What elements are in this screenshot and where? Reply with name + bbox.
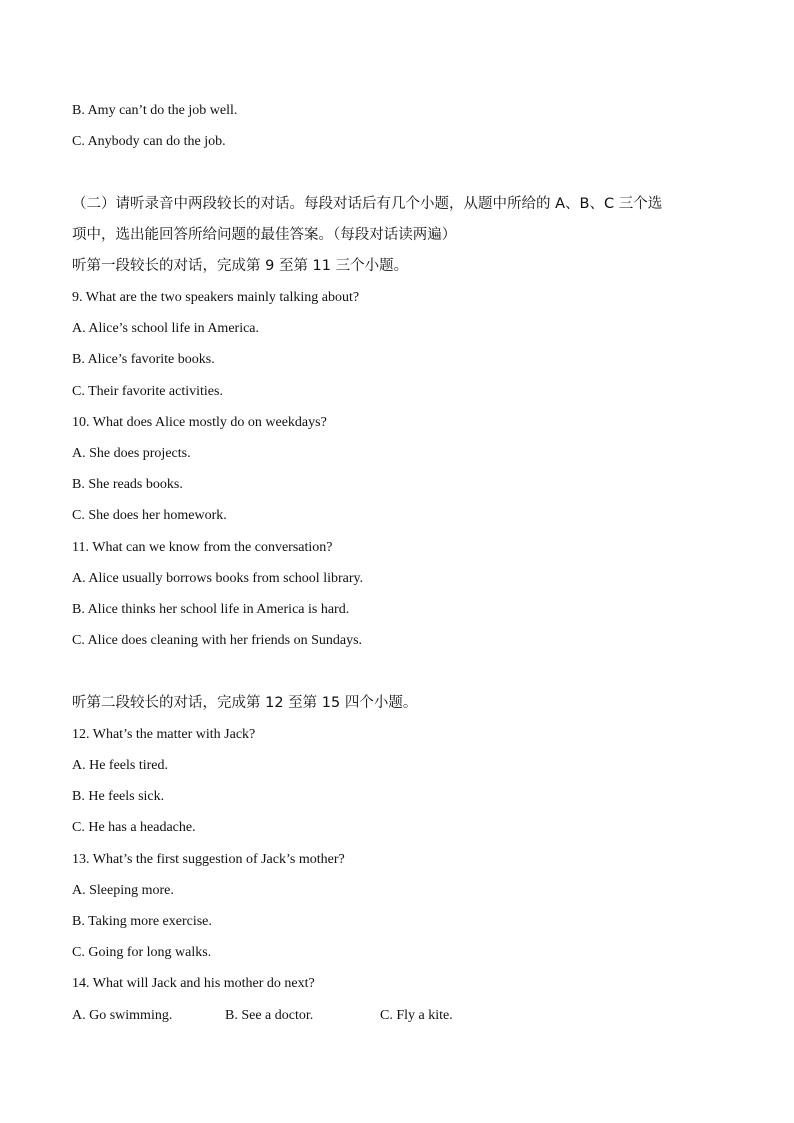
- question-14-option-b: B. See a doctor.: [225, 1008, 314, 1023]
- question-12: 12. What’s the matter with Jack?: [72, 727, 256, 742]
- question-10-option-a: A. She does projects.: [72, 446, 191, 461]
- question-12-option-a: A. He feels tired.: [72, 758, 169, 773]
- question-13-option-c: C. Going for long walks.: [72, 945, 212, 960]
- question-14-option-a: A. Go swimming.: [72, 1008, 173, 1023]
- dialog-2-instructions: 听第二段较长的对话，完成第 12 至第 15 四个小题。: [72, 695, 418, 711]
- question-10-option-c: C. She does her homework.: [72, 508, 227, 523]
- question-12-option-c: C. He has a headache.: [72, 820, 196, 835]
- question-11-option-b: B. Alice thinks her school life in America is hard.: [72, 602, 350, 617]
- question-11: 11. What can we know from the conversation?: [72, 540, 333, 555]
- option-c-prev: C. Anybody can do the job.: [72, 134, 226, 149]
- question-9-option-c: C. Their favorite activities.: [72, 384, 223, 399]
- question-14-options: [72, 1007, 492, 1025]
- question-11-option-c: C. Alice does cleaning with her friends on Sundays.: [72, 633, 363, 648]
- question-9-option-b: B. Alice’s favorite books.: [72, 352, 215, 367]
- question-14-option-c: C. Fly a kite.: [380, 1008, 453, 1023]
- option-b-prev: B. Amy can’t do the job well.: [72, 103, 238, 118]
- question-13-option-b: B. Taking more exercise.: [72, 914, 212, 929]
- question-9: 9. What are the two speakers mainly talking about?: [72, 290, 360, 305]
- question-10-option-b: B. She reads books.: [72, 477, 183, 492]
- question-9-option-a: A. Alice’s school life in America.: [72, 321, 260, 336]
- question-11-option-a: A. Alice usually borrows books from school library.: [72, 571, 364, 586]
- question-12-option-b: B. He feels sick.: [72, 789, 165, 804]
- question-13-option-a: A. Sleeping more.: [72, 883, 174, 898]
- section-2-instructions-line-2: 项中，选出能回答所给问题的最佳答案。（每段对话读两遍）: [72, 227, 457, 243]
- question-13: 13. What’s the first suggestion of Jack’s mother?: [72, 852, 345, 867]
- question-10: 10. What does Alice mostly do on weekdays?: [72, 415, 327, 430]
- dialog-1-instructions: 听第一段较长的对话，完成第 9 至第 11 三个小题。: [72, 258, 409, 274]
- section-2-instructions-line-1: （二）请听录音中两段较长的对话。每段对话后有几个小题，从题中所给的 A、B、C 三个选: [72, 196, 663, 212]
- question-14: 14. What will Jack and his mother do next?: [72, 976, 315, 991]
